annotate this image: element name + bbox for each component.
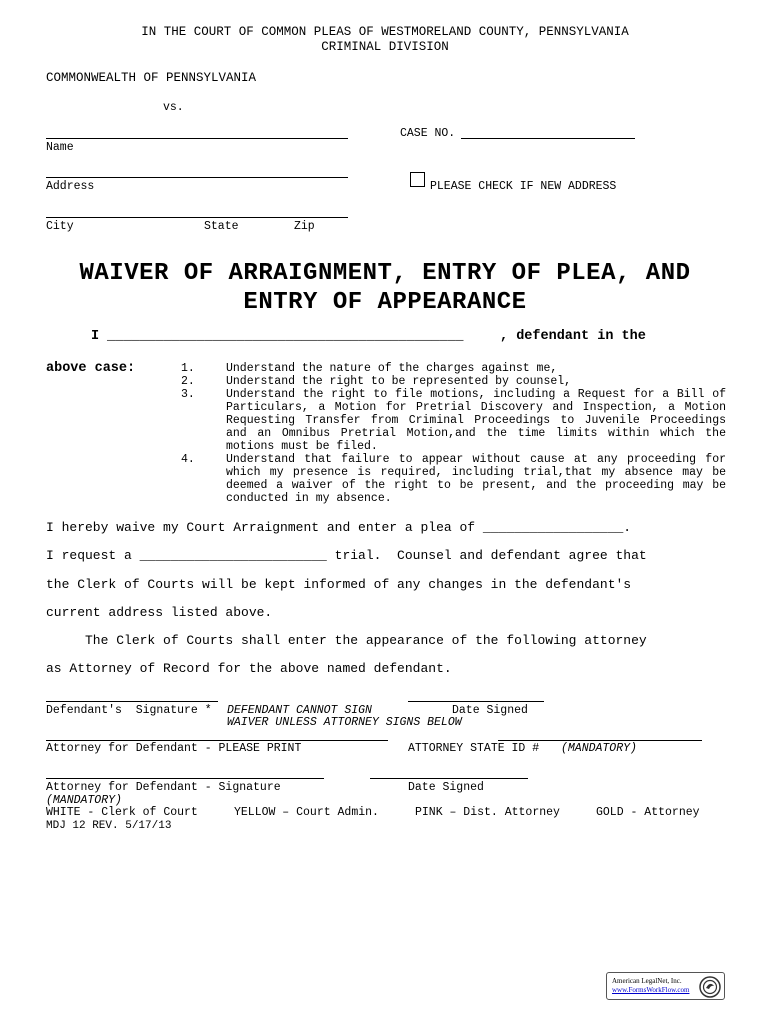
copy-white: WHITE - Clerk of Court: [46, 806, 198, 819]
versus-label: vs.: [163, 101, 184, 114]
zip-label: Zip: [294, 220, 315, 233]
attorney-signature-line[interactable]: [46, 778, 324, 779]
name-label: Name: [46, 141, 74, 154]
mandatory-note-2: (MANDATORY): [46, 794, 122, 807]
attorney-signature-label: Attorney for Defendant - Signature: [46, 781, 281, 794]
city-label: City: [46, 220, 74, 233]
new-address-label: PLEASE CHECK IF NEW ADDRESS: [430, 180, 617, 193]
attorney-print-line[interactable]: [46, 740, 388, 741]
address-line[interactable]: [46, 177, 348, 178]
defendant-signature-line[interactable]: [46, 701, 218, 702]
list-item-number: 1.: [181, 362, 195, 375]
publisher-link[interactable]: www.FormsWorkFlow.com: [612, 986, 690, 994]
copy-gold: GOLD - Attorney: [596, 806, 700, 819]
case-no-label: CASE NO.: [400, 127, 456, 140]
defendant-signature-label: Defendant's Signature *: [46, 704, 212, 717]
defendant-note-1: DEFENDANT CANNOT SIGN: [227, 704, 372, 717]
attorney-state-id-label: ATTORNEY STATE ID #: [408, 742, 547, 755]
form-title-line1: WAIVER OF ARRAIGNMENT, ENTRY OF PLEA, AND: [79, 260, 691, 287]
defendant-date-line[interactable]: [408, 701, 544, 702]
form-id: MDJ 12 REV. 5/17/13: [46, 820, 172, 832]
list-item-text: Understand the right to file motions, including a Request for a Bill of Particulars, a Motion for Pretrial Discovery and Inspection, a Motion Requesting Transfer from Criminal Proceedings to Juvenile Proceedings and an Omnibus Pretrial Motion,and the time limits within which the motions must be filed.: [226, 388, 726, 453]
intro-tail: , defendant in the: [500, 329, 646, 344]
attorney-id-line[interactable]: [498, 740, 702, 741]
new-address-checkbox[interactable]: [410, 172, 425, 187]
plaintiff-name: COMMONWEALTH OF PENNSYLVANIA: [46, 71, 257, 85]
defendant-name-blank[interactable]: ____________________________________________: [107, 329, 464, 344]
copy-pink: PINK – Dist. Attorney: [415, 806, 560, 819]
list-item-number: 3.: [181, 388, 195, 401]
clerk-informed-line: the Clerk of Courts will be kept informed of any changes in the defendant's: [46, 577, 632, 592]
state-label: State: [204, 220, 239, 233]
list-item-text: Understand that failure to appear without cause at any proceeding for which my presence is required, including trial,that my absence may be deemed a waiver of the right to be present, and the proceeding may be conducted in my absence.: [226, 453, 726, 505]
attorney-date-line[interactable]: [370, 778, 528, 779]
address-label: Address: [46, 180, 95, 193]
request-trial-line: I request a ________________________ trial. Counsel and defendant agree that: [46, 548, 647, 563]
appearance-line: The Clerk of Courts shall enter the appearance of the following attorney: [46, 633, 647, 648]
list-item-number: 2.: [181, 375, 195, 388]
copy-yellow: YELLOW – Court Admin.: [234, 806, 379, 819]
intro-i: I: [91, 329, 100, 344]
date-signed-label: Date Signed: [408, 781, 484, 794]
city-state-zip-line[interactable]: [46, 217, 348, 218]
case-no-line[interactable]: [461, 138, 635, 139]
attorney-print-label: Attorney for Defendant - PLEASE PRINT: [46, 742, 302, 755]
list-item-text: Understand the nature of the charges against me,: [226, 362, 558, 375]
waive-plea-line: I hereby waive my Court Arraignment and enter a plea of __________________.: [46, 520, 632, 535]
list-item-text: Understand the right to be represented by counsel,: [226, 375, 572, 388]
attorney-of-record-line: as Attorney of Record for the above named defendant.: [46, 661, 452, 676]
defendant-note-2: WAIVER UNLESS ATTORNEY SIGNS BELOW: [227, 716, 462, 729]
above-case-label: above case:: [46, 361, 136, 376]
court-heading: IN THE COURT OF COMMON PLEAS OF WESTMORELAND COUNTY, PENNSYLVANIA: [141, 25, 629, 39]
publisher-emblem-icon: [699, 976, 721, 998]
mandatory-note-1: (MANDATORY): [561, 742, 637, 755]
form-title-line2: ENTRY OF APPEARANCE: [243, 289, 527, 316]
date-signed-label: Date Signed: [452, 704, 528, 717]
publisher-name: American LegalNet, Inc.: [612, 977, 682, 985]
publisher-logo: [606, 972, 725, 1000]
current-address-line: current address listed above.: [46, 605, 273, 620]
name-line[interactable]: [46, 138, 348, 139]
list-item-number: 4.: [181, 453, 195, 466]
division-heading: CRIMINAL DIVISION: [321, 40, 449, 54]
